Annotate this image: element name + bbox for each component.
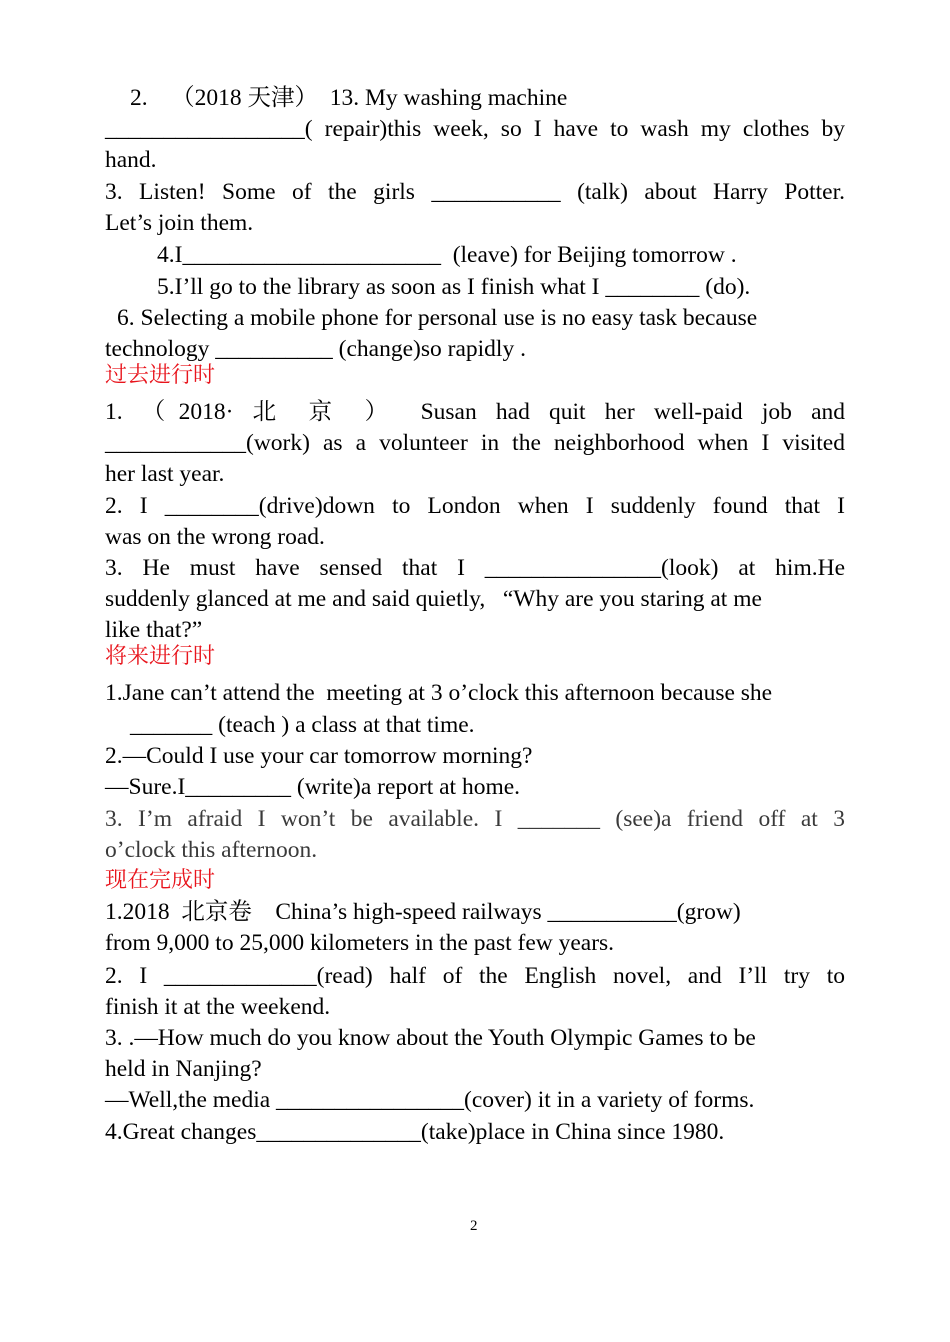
exercise-line: was on the wrong road. <box>105 524 325 550</box>
exercise-line: ____________(work) as a volunteer in the neighborhood when I visited <box>105 430 845 456</box>
section-heading-present-perfect: 现在完成时 <box>105 868 216 893</box>
exercise-line: technology __________ (change)so rapidly . <box>105 336 526 362</box>
exercise-line: 1.Jane can’t attend the meeting at 3 o’clock this afternoon because she <box>105 680 773 706</box>
section-heading-future-continuous: 将来进行时 <box>105 644 216 669</box>
exercise-line: from 9,000 to 25,000 kilometers in the past few years. <box>105 930 615 956</box>
exercise-line: 3. I’m afraid I won’t be available. I _______ (see)a friend off at 3 <box>105 806 845 832</box>
exercise-line: 3. He must have sensed that I _______________(look) at him.He <box>105 555 845 581</box>
exercise-line: —Well,the media ________________(cover) it in a variety of forms. <box>105 1087 755 1113</box>
exercise-line: 2. I ________(drive)down to London when I suddenly found that I <box>105 493 845 519</box>
exercise-line: her last year. <box>105 461 225 487</box>
exercise-line: —Sure.I_________ (write)a report at home. <box>105 774 521 800</box>
exercise-line: held in Nanjing? <box>105 1056 262 1082</box>
exercise-line: 2. I _____________(read) half of the English novel, and I’ll try to <box>105 963 845 989</box>
exercise-line: 2. （2018 天津） 13. My washing machine <box>130 85 568 111</box>
exercise-line: suddenly glanced at me and said quietly, “Why are you staring at me <box>105 586 762 612</box>
exercise-line: 2.—Could I use your car tomorrow morning? <box>105 743 533 769</box>
exercise-line: 5.I’ll go to the library as soon as I finish what I ________ (do). <box>157 274 751 300</box>
exercise-line: hand. <box>105 147 157 173</box>
exercise-line: o’clock this afternoon. <box>105 837 318 863</box>
exercise-line: 1. （2018· 北 京 ） Susan had quit her well-paid job and <box>105 399 845 425</box>
exercise-line: like that?” <box>105 617 203 643</box>
exercise-line: 3. Listen! Some of the girls ___________ (talk) about Harry Potter. <box>105 179 845 205</box>
exercise-line: 6. Selecting a mobile phone for personal use is no easy task because <box>117 305 758 331</box>
exercise-line: finish it at the weekend. <box>105 994 331 1020</box>
exercise-line: 4.I______________________ (leave) for Beijing tomorrow . <box>157 242 737 268</box>
section-heading-past-continuous: 过去进行时 <box>105 363 216 388</box>
exercise-line: Let’s join them. <box>105 210 254 236</box>
exercise-line: _______ (teach ) a class at that time. <box>130 712 475 738</box>
exercise-line: 3. .—How much do you know about the Youth Olympic Games to be <box>105 1025 756 1051</box>
exercise-line: 1.2018 北京卷 China’s high-speed railways ___________(grow) <box>105 899 741 925</box>
page-number: 2 <box>470 1218 478 1234</box>
exercise-line: 4.Great changes______________(take)place in China since 1980. <box>105 1119 725 1145</box>
exercise-line: _________________( repair)this week, so I have to wash my clothes by <box>105 116 845 142</box>
